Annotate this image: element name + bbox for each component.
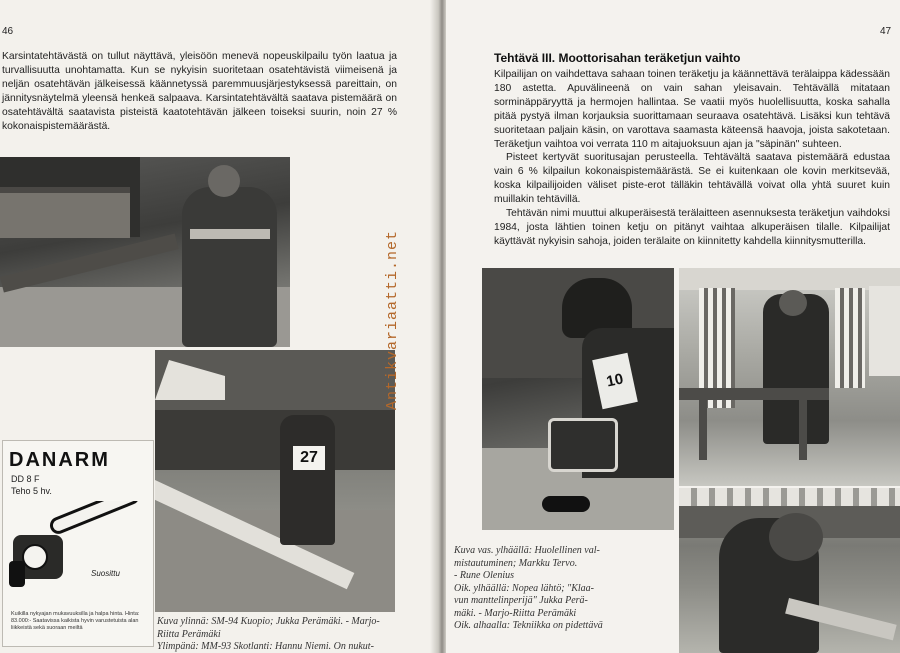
photo-tent-roof	[679, 488, 900, 506]
bib-number-27: 27	[293, 446, 325, 470]
right-paragraph-3: Tehtävän nimi muuttui alkuperäisestä terälaitteen asennuksesta teräketjun vaihdoksi 1984, josta lähtien toinen ketju on pitänyt vaihtaa alkuperäisen tilalle. Kilpailijat käyttävät nykyisin sahoja, joiden terälaite on kiinnitetty kahdella kiinnitysmutterilla.	[494, 208, 890, 247]
right-body-text	[494, 68, 890, 249]
left-body-text	[2, 50, 397, 133]
caption-line: mäki. - Marjo-Riitta Perämäki	[454, 607, 577, 619]
photo-preparation	[482, 268, 674, 530]
photo-chainsaw	[548, 418, 618, 472]
right-page	[446, 0, 900, 653]
photo-table-top	[679, 388, 829, 400]
photo-log	[0, 233, 179, 292]
right-caption	[454, 545, 619, 633]
right-paragraph-2: Pisteet kertyvät suoritusajan perusteella. Tehtävältä saatava pistemäärä edustaa vain 6 % kilpailun kokonaispistemäärästä. Se ei kuitenkaan ole kovin merkitsevää, koska kilpailijoiden väliset piste-erot tälläkin tehtävällä voivat olla yhtä suuret kuin muillakin tehtävillä.	[494, 152, 890, 206]
photo-building	[0, 187, 130, 238]
caption-line: Kuva ylinnä: SM-94 Kuopio; Jukka Perämäki. - Marjo-	[157, 616, 380, 627]
photo-competitor	[280, 415, 335, 545]
photo-competitors-crowd	[155, 350, 395, 612]
section-heading: Tehtävä III. Moottorisahan teräketjun vaihto	[494, 51, 741, 65]
photo-spectators	[155, 410, 395, 470]
caption-line: mistautuminen; Markku Tervo.	[454, 557, 578, 569]
page-number-left: 46	[2, 26, 14, 37]
caption-line: - Rune Olenius	[454, 570, 514, 581]
left-paragraph: Karsintatehtävästä on tullut näyttävä, yleisöön menevä nopeuskilpailu työn laatua ja turvallisuutta unohtamatta. Kun se nykyisin suoritetaan osatehtävistä viimeisenä ja neljän osatehtävän jälkeisessä käännetyssä paremmuusjärjestyksessä pareittain, on jännitysnäytelmä yleensä henkeä salpaava. Karsintatehtävältä saatava pistemäärä on osatehtävältä saatavista pisteistä kaatotehtävän jälkeen toiseksi suurin, noin 27 % kokonaispistemäärästä.	[2, 51, 397, 132]
watermark-text: Antikvariaatti.net	[384, 229, 401, 410]
ad-small-print: Kuikilla nykyajan mukavuuksilla ja halpa hinta. Hinta: 83.000:- Saatavissa kaikista hyvin varustetuista alan liikkeistä sekä suoraan meiltä	[11, 611, 140, 631]
left-caption	[157, 616, 397, 653]
ad-model: DD 8 F	[11, 474, 40, 484]
ad-power: Teho 5 hv.	[11, 486, 52, 496]
caption-line: Kuva vas. ylhäällä: Huolellinen val-	[454, 545, 600, 556]
photo-man-jacket	[182, 187, 277, 347]
photo-sawing-log	[0, 157, 290, 347]
chainsaw-illustration	[7, 501, 149, 601]
photo-man-at-table	[763, 294, 829, 444]
right-paragraph-1: Kilpailijan on vaihdettava sahaan toinen teräketju ja käännettävä terälaippa kädessään 180 astetta. Apuvälineenä on vain sahan yleisavain. Tehtävällä mitataan sorminäppäryyttä ja hermojen hallintaa. Se vaatii myös huolellisuutta, koska sahalla pitää pystyä ilman korjauksia suorittamaan seuraava osatehtävä. Lisäksi kun tehtävä suoritetaan paljain käsin, on varottava saamasta käteensä haavoja, joista sakotetaan. Teräketjun vaihtoa voi verrata 110 m aitajuoksuun ajan ja "säpinän" suhteen.	[494, 69, 890, 150]
caption-line: Ylimpänä: MM-93 Skotlanti: Hannu Niemi. On nukut-	[157, 641, 374, 652]
caption-line: Oik. ylhäällä: Nopea lähtö; "Klaa-	[454, 582, 595, 594]
left-page	[0, 0, 438, 653]
caption-line: vun manttelinperijä" Jukka Perä-	[454, 595, 588, 606]
danarm-advertisement	[2, 440, 154, 647]
photo-technique	[679, 488, 900, 653]
ad-brand: DANARM	[9, 449, 110, 471]
caption-line: Oik. alhaalla: Tekniikka on pidettävä	[454, 620, 603, 631]
photo-man-head	[208, 165, 240, 197]
photo-quick-start	[679, 268, 900, 486]
caption-line: Riitta Perämäki	[157, 628, 221, 640]
ad-recommended: Suosittu	[91, 569, 120, 578]
bib-number-10: 10	[592, 353, 638, 409]
photo-grass	[155, 510, 395, 612]
page-number-right: 47	[880, 26, 892, 37]
